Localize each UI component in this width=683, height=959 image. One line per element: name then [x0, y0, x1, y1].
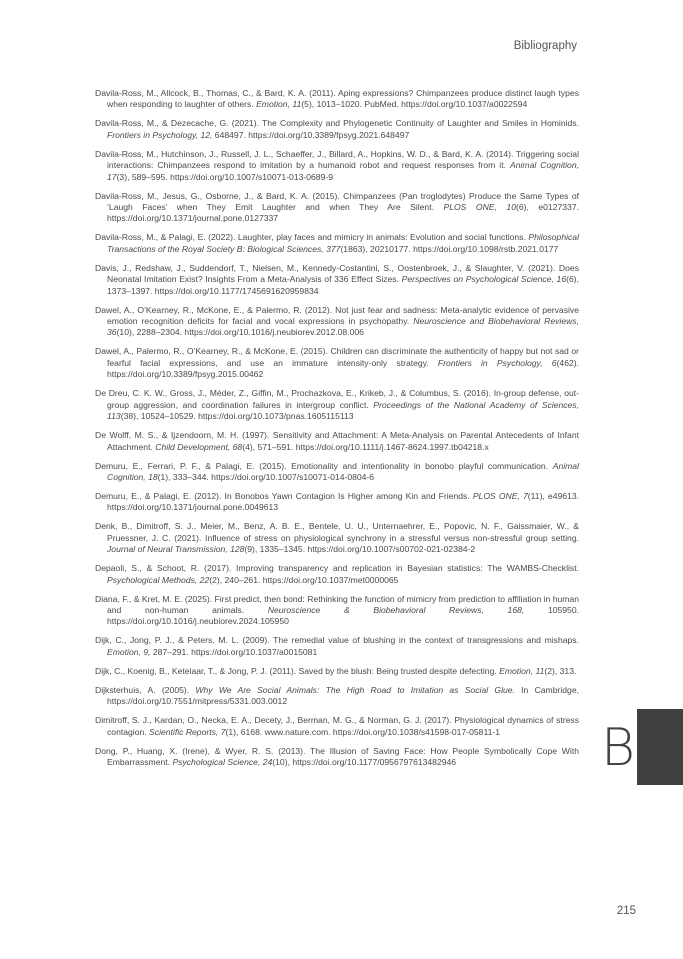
- reference-entry: Denk, B., Dimitroff, S. J., Meier, M., Benz, A. B. E., Bentele, U. U., Unternaehrer, E., Popovic, N. F., Gaissmaier, W., & Pruessner, J. C. (2021). Influence of stress on physiological synchrony in a stressful versus non-stressful group setting. Journal of Neural Transmission, 128(9), 1335–1345. https://doi.org/10.1007/s00702-021-02384-2: [95, 521, 579, 555]
- reference-entry: Depaoli, S., & Schoot, R. (2017). Improving transparency and replication in Bayesian statistics: The WAMBS-Checklist. Psychological Methods, 22(2), 240–261. https://doi.org/10.1037/met0000065: [95, 563, 579, 585]
- reference-entry: Davila-Ross, M., & Dezecache, G. (2021). The Complexity and Phylogenetic Continuity of Laughter and Smiles in Hominids. Frontiers in Psychology, 12, 648497. https://doi.org/10.3389/fpsyg.2021.648497: [95, 118, 579, 140]
- reference-entry: Dawel, A., Palermo, R., O’Kearney, R., & McKone, E. (2015). Children can discriminate the authenticity of happy but not sad or fearful facial expressions, and use an immature intensity-only strategy. Frontiers in Psychology, 6(462). https://doi.org/10.3389/fpsyg.2015.00462: [95, 346, 580, 380]
- reference-entry: Diana, F., & Kret, M. E. (2025). First predict, then bond: Rethinking the function of mimicry from prediction to affiliation in human and non-human animals. Neuroscience & Biobehavioral Reviews, 168, 105950. https://doi.org/10.1016/j.neubiorev.2024.105950: [95, 593, 580, 627]
- reference-entry: Dawel, A., O’Kearney, R., McKone, E., & Palermo, R. (2012). Not just fear and sadness: Meta-analytic evidence of pervasive emotion recognition deficits for facial and vocal expressions in psychopathy. Neuroscience and Biobehavioral Reviews, 36(10), 2288–2304. https://doi.org/10.1016/j.neubiorev.2012.08.006: [95, 304, 580, 338]
- reference-entry: Demuru, E., Ferrari, P. F., & Palagi, E. (2015). Emotionality and intentionality in bonobo playful communication. Animal Cognition, 18(1), 333–344. https://doi.org/10.1007/s10071-014-0804-6: [95, 460, 579, 482]
- reference-entry: De Wolff, M. S., & Ijzendoorn, M. H. (1997). Sensitivity and Attachment: A Meta-Analysis on Parental Antecedents of Infant Attachment. Child Development, 68(4), 571–591. https://doi.org/10.1111/j.1467-8624.1997.tb04218.x: [95, 430, 579, 452]
- reference-entry: Dong, P., Huang, X. (Irene), & Wyer, R. S. (2013). The Illusion of Saving Face: How People Symbolically Cope With Embarrassment. Psychological Science, 24(10), https://doi.org/10.1177/0956797613482946: [95, 745, 579, 767]
- reference-entry: Dimitroff, S. J., Kardan, O., Necka, E. A., Decety, J., Berman, M. G., & Norman, G. J. (2017). Physiological dynamics of stress contagion. Scientific Reports, 7(1), 6168. www.nature.com. https://doi.org/10.1038/s41598-017-05811-1: [95, 715, 579, 737]
- reference-entry: Davila-Ross, M., & Palagi, E. (2022). Laughter, play faces and mimicry in animals: Evolution and social functions. Philosophical Transactions of the Royal Society B: Biological Sciences, 377(1863), 20210177. https://doi.org/10.1098/rstb.2021.0177: [95, 232, 579, 254]
- reference-entry: Demuru, E., & Palagi, E. (2012). In Bonobos Yawn Contagion Is Higher among Kin and Friends. PLOS ONE, 7(11), e49613. https://doi.org/10.1371/journal.pone.0049613: [95, 490, 579, 513]
- reference-entry: Dijk, C., Koenig, B., Ketelaar, T., & Jong, P. J. (2011). Saved by the blush: Being trusted despite defecting. Emotion, 11(2), 313.: [95, 665, 577, 676]
- page-number: 215: [616, 905, 636, 917]
- reference-entry: De Dreu, C. K. W., Gross, J., Méder, Z., Giffin, M., Prochazkova, E., Krikeb, J., & Columbus, S. (2016). In-group defense, out-group aggression, and coordination failures in intergroup conflict. Proceedings of the National Academy of Sciences, 113(38), 10524–10529. https://doi.org/10.1073/pnas.1605115113: [95, 388, 579, 422]
- reference-entry: Davila-Ross, M., Hutchinson, J., Russell, J. L., Schaeffer, J., Billard, A., Hopkins, W. D., & Bard, K. A. (2014). Triggering social interactions: Chimpanzees respond to imitation by a humanoid robot and request responses from it. Animal Cognition, 17(3), 589–595. https://doi.org/10.1007/s10071-013-0689-9: [95, 148, 579, 182]
- bibliography-list: [95, 88, 579, 776]
- running-header: Bibliography: [513, 40, 577, 52]
- reference-entry: Dijksterhuis, A. (2005). Why We Are Social Animals: The High Road to Imitation as Social Glue. In Cambridge, https://doi.org/10.7551/mitpress/5331.003.0012: [95, 684, 579, 707]
- reference-entry: Davila-Ross, M., Jesus, G., Osborne, J., & Bard, K. A. (2015). Chimpanzees (Pan troglodytes) Produce the Same Types of ‘Laugh Faces’ when They Emit Laughter and when They Are Silent. PLOS ONE, 10(6), e0127337. https://doi.org/10.1371/journal.pone.0127337: [95, 190, 579, 224]
- reference-entry: Dijk, C., Jong, P. J., & Peters, M. L. (2009). The remedial value of blushing in the context of transgressions and mishaps. Emotion, 9, 287–291. https://doi.org/10.1037/a0015081: [95, 635, 579, 657]
- reference-entry: Davis, J., Redshaw, J., Suddendorf, T., Nielsen, M., Kennedy-Costantini, S., Oostenbroek, J., & Slaughter, V. (2021). Does Neonatal Imitation Exist? Insights From a Meta-Analysis of 336 Effect Sizes. Perspectives on Psychological Science, 16(6), 1373–1397. https://doi.org/10.1177/1745691620959834: [95, 262, 579, 296]
- chapter-letter: B: [600, 718, 635, 778]
- reference-entry: Davila-Ross, M., Allcock, B., Thomas, C., & Bard, K. A. (2011). Aping expressions? Chimpanzees produce distinct laugh types when responding to laughter of others. Emotion, 11(5), 1013–1020. PubMed. https://doi.org/10.1037/a0022594: [95, 88, 579, 110]
- chapter-tab-marker: [637, 709, 683, 785]
